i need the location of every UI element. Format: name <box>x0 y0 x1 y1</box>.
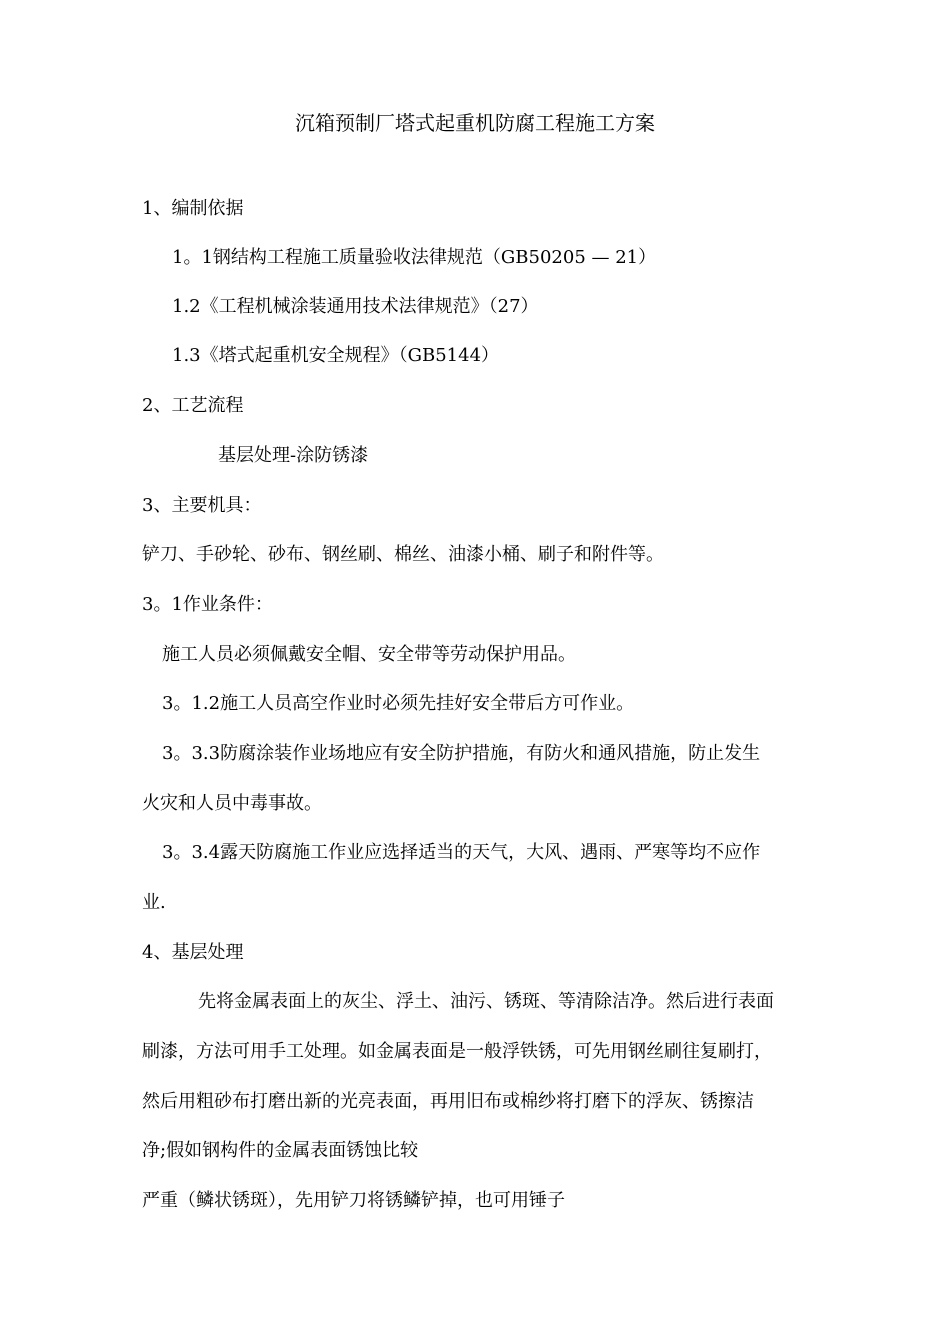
section-heading-conditions: 3。1作业条件： <box>142 594 273 615</box>
conditions-text-1: 施工人员必须佩戴安全帽、安全带等劳动保护用品。 <box>162 644 576 665</box>
basis-item-1: 1。1钢结构工程施工质量验收法律规范（GB50205 — 21） <box>172 247 657 268</box>
section-heading-process: 2、工艺流程 <box>142 395 244 416</box>
conditions-text-3a: 3。3.3防腐涂装作业场地应有安全防护措施，有防火和通风措施，防止发生 <box>162 743 761 764</box>
surface-text-3: 然后用粗砂布打磨出新的光亮表面，再用旧布或棉纱将打磨下的浮灰、锈擦洁 <box>142 1091 754 1112</box>
conditions-text-3b: 火灾和人员中毒事故。 <box>142 793 322 814</box>
basis-item-3: 1.3《塔式起重机安全规程》（GB5144） <box>172 345 500 366</box>
conditions-text-4a: 3。3.4露天防腐施工作业应选择适当的天气，大风、遇雨、严寒等均不应作 <box>162 842 761 863</box>
section-heading-tools: 3、主要机具： <box>142 495 262 516</box>
conditions-text-4b: 业. <box>142 892 166 913</box>
surface-text-2: 刷漆，方法可用手工处理。如金属表面是一般浮铁锈，可先用钢丝刷往复刷打， <box>142 1041 772 1062</box>
section-heading-basis: 1、编制依据 <box>142 198 244 219</box>
process-text: 基层处理-涂防锈漆 <box>218 445 369 466</box>
surface-text-4: 净;假如钢构件的金属表面锈蚀比较 <box>142 1140 419 1161</box>
document-title: 沉箱预制厂塔式起重机防腐工程施工方案 <box>295 111 655 135</box>
section-heading-surface: 4、基层处理 <box>142 942 244 963</box>
surface-text-1: 先将金属表面上的灰尘、浮土、油污、锈斑、等清除洁净。然后进行表面 <box>198 991 774 1012</box>
tools-text: 铲刀、手砂轮、砂布、钢丝刷、棉丝、油漆小桶、刷子和附件等。 <box>142 544 664 565</box>
basis-item-2: 1.2《工程机械涂装通用技术法律规范》（27） <box>172 296 539 317</box>
surface-text-5: 严重（鳞状锈斑），先用铲刀将锈鳞铲掉，也可用锤子 <box>142 1190 565 1211</box>
conditions-text-2: 3。1.2施工人员高空作业时必须先挂好安全带后方可作业。 <box>162 693 635 714</box>
